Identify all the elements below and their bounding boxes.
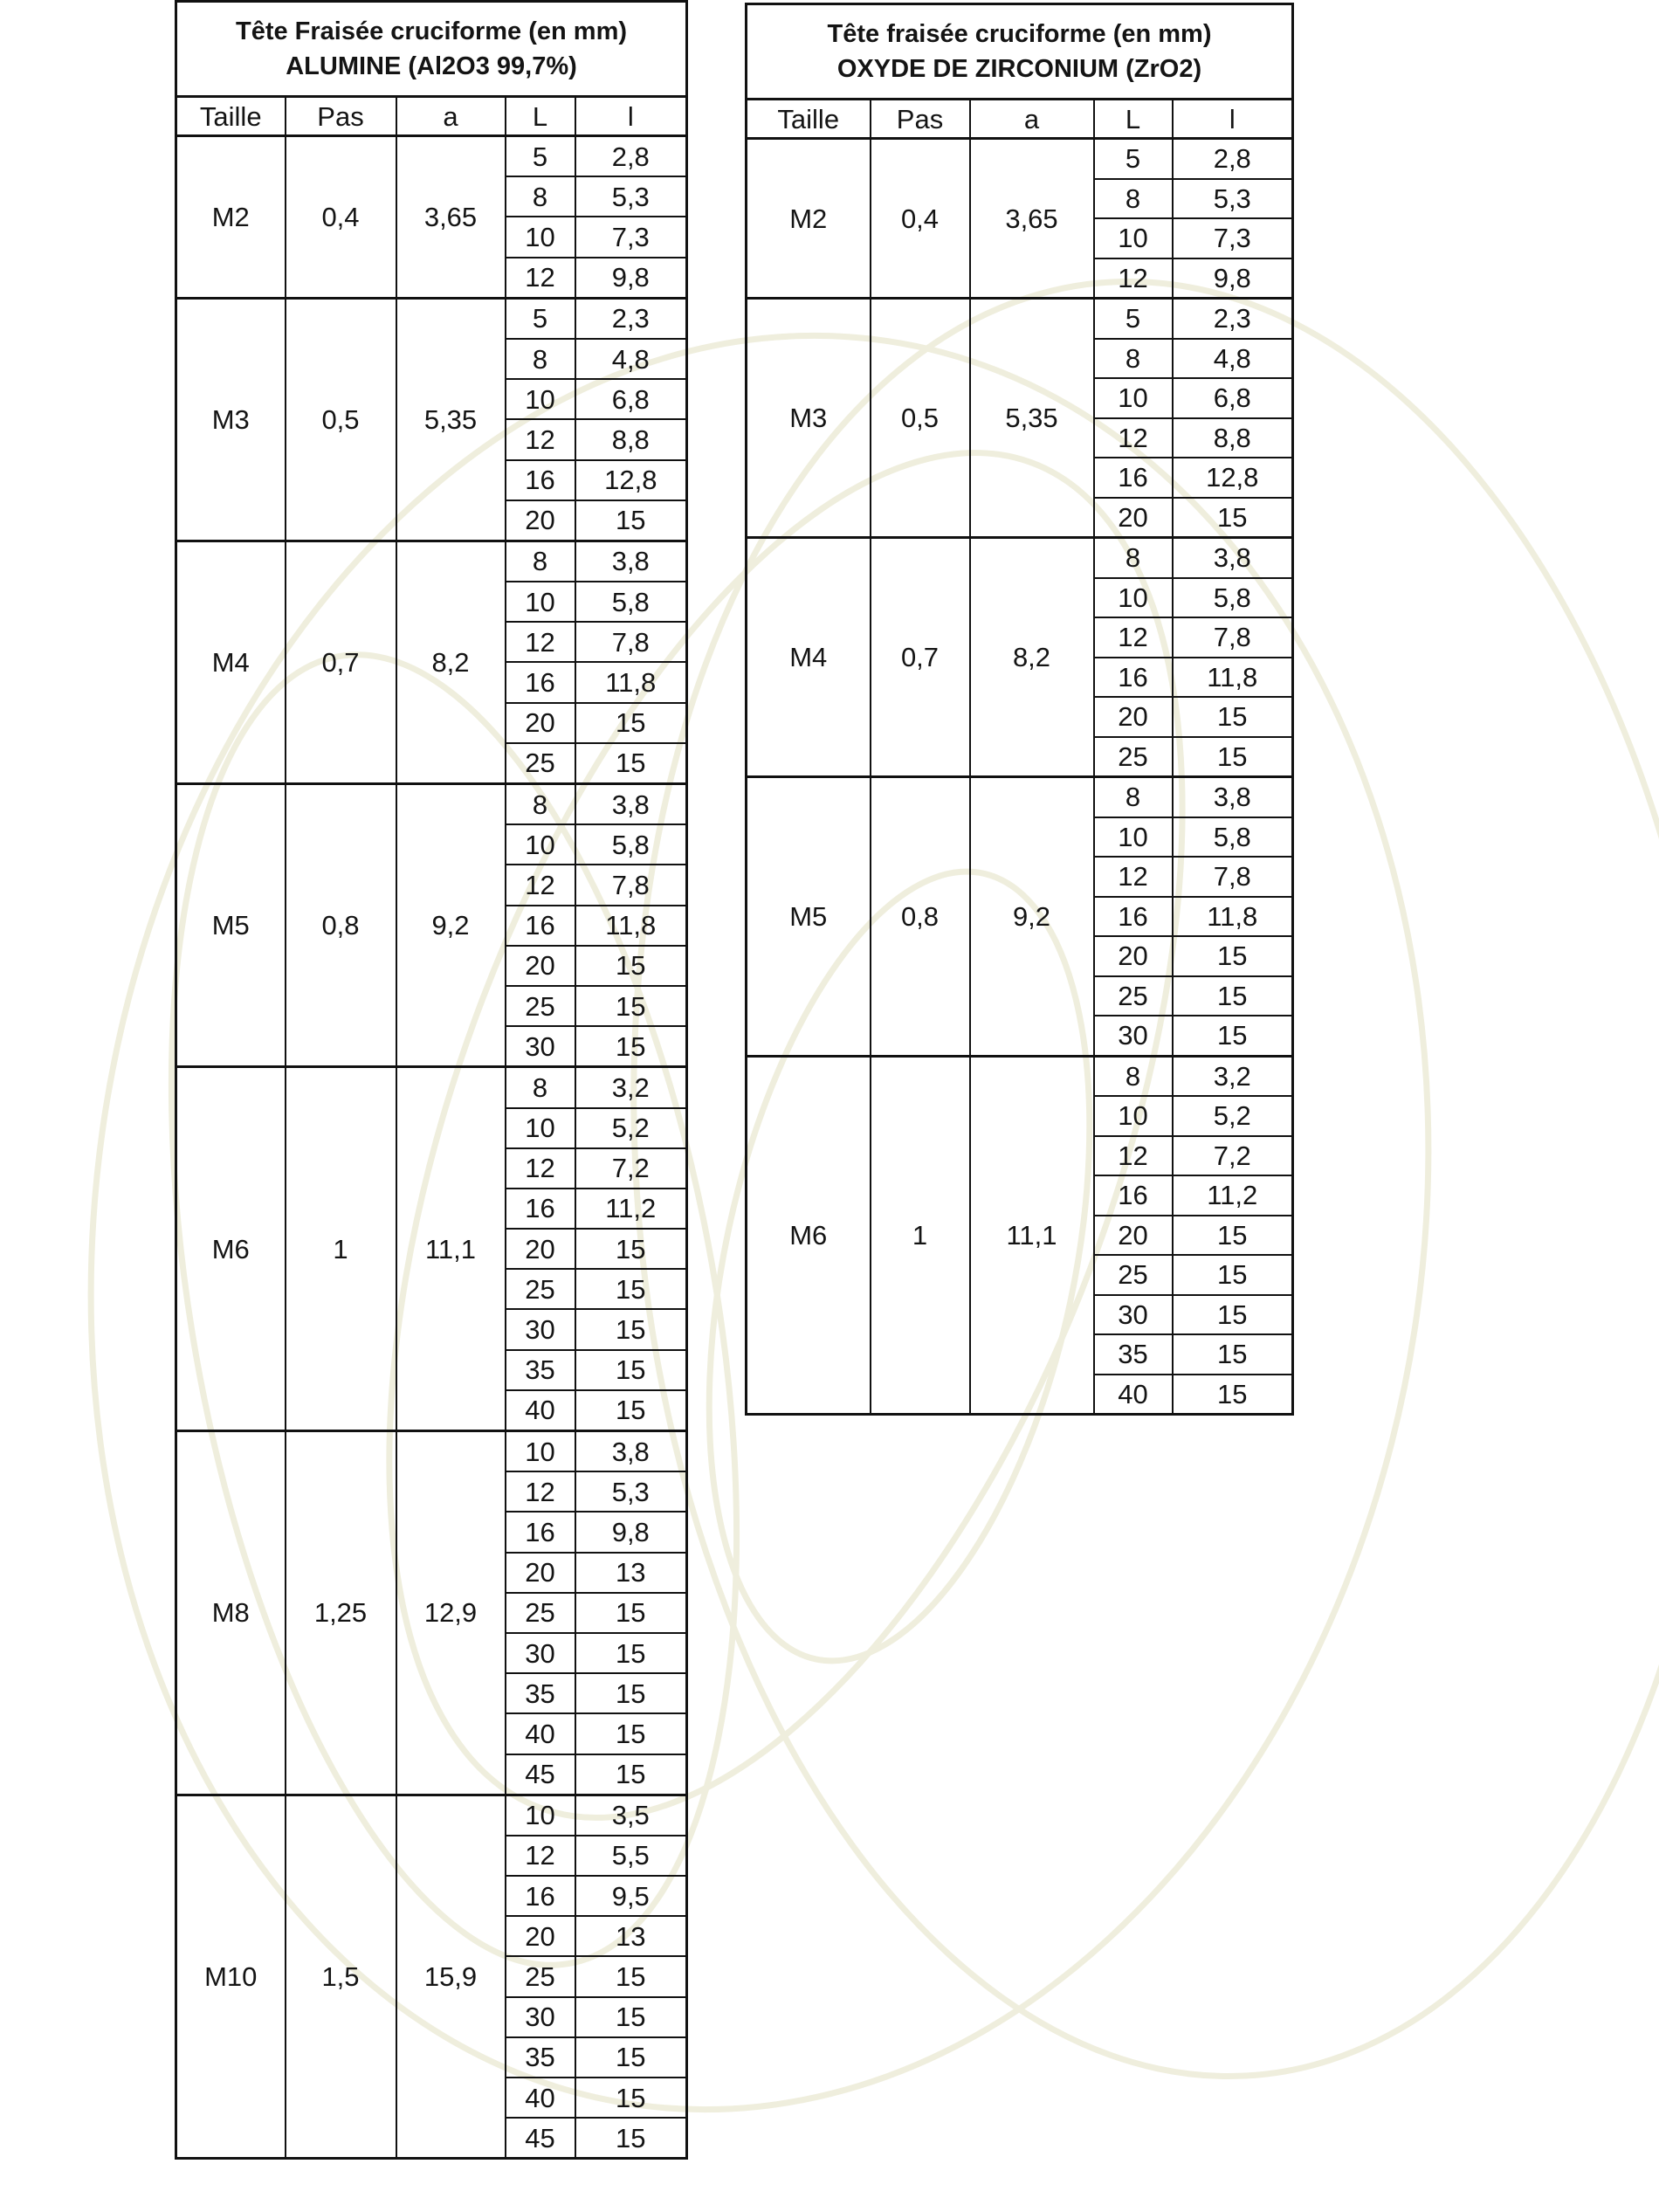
size-group-m10 — [176, 1795, 687, 2159]
size-group-m5 — [176, 784, 687, 1067]
size-group-m2 — [747, 139, 1293, 299]
size-group-m6 — [176, 1067, 687, 1431]
thread-length-cell: 7,2 — [1173, 1136, 1293, 1176]
length-cell: 12 — [506, 1836, 575, 1876]
length-cell: 40 — [506, 2078, 575, 2118]
length-cell: 16 — [1094, 897, 1173, 937]
length-cell: 16 — [506, 1876, 575, 1916]
length-cell: 8 — [1094, 538, 1173, 578]
length-cell: 10 — [506, 1108, 575, 1148]
length-cell: 20 — [506, 703, 575, 743]
length-cell: 12 — [1094, 258, 1173, 299]
size-cell: M4 — [747, 538, 871, 777]
length-cell: 16 — [506, 1512, 575, 1552]
thread-length-cell: 5,2 — [1173, 1096, 1293, 1136]
head-diameter-cell: 3,65 — [396, 136, 506, 299]
length-cell: 35 — [1094, 1334, 1173, 1375]
thread-length-cell: 5,8 — [1173, 578, 1293, 618]
length-cell: 12 — [1094, 1136, 1173, 1176]
head-diameter-cell: 11,1 — [970, 1056, 1094, 1415]
length-cell: 30 — [1094, 1295, 1173, 1335]
length-cell: 10 — [1094, 218, 1173, 258]
pitch-cell: 0,7 — [286, 541, 396, 783]
thread-length-cell: 15 — [1173, 936, 1293, 976]
size-group-m4 — [747, 538, 1293, 777]
size-group-m4 — [176, 541, 687, 783]
length-cell: 5 — [506, 136, 575, 177]
thread-length-cell: 15 — [575, 500, 687, 541]
thread-length-cell: 15 — [1173, 1255, 1293, 1295]
length-cell: 8 — [1094, 179, 1173, 219]
head-diameter-cell: 9,2 — [970, 777, 1094, 1057]
head-diameter-cell: 3,65 — [970, 139, 1094, 299]
thread-length-cell: 8,8 — [1173, 418, 1293, 458]
length-cell: 16 — [506, 460, 575, 500]
length-cell: 10 — [506, 217, 575, 257]
length-cell: 30 — [506, 1997, 575, 2037]
length-cell: 12 — [1094, 617, 1173, 658]
length-cell: 25 — [506, 986, 575, 1026]
thread-length-cell: 11,8 — [1173, 897, 1293, 937]
thread-length-cell: 7,8 — [575, 865, 687, 905]
size-group-m3 — [747, 299, 1293, 538]
thread-length-cell: 15 — [1173, 1375, 1293, 1415]
thread-length-cell: 4,8 — [575, 339, 687, 379]
length-cell: 25 — [506, 1956, 575, 1996]
size-group-m5 — [747, 777, 1293, 1057]
thread-length-cell: 5,3 — [575, 176, 687, 217]
thread-length-cell: 15 — [575, 1390, 687, 1431]
size-group-m2 — [176, 136, 687, 299]
size-cell: M4 — [176, 541, 286, 783]
head-diameter-cell: 5,35 — [970, 299, 1094, 538]
length-cell: 25 — [506, 743, 575, 784]
length-cell: 10 — [506, 379, 575, 419]
thread-length-cell: 15 — [575, 1350, 687, 1390]
thread-length-cell: 3,2 — [575, 1067, 687, 1108]
thread-length-cell: 9,5 — [575, 1876, 687, 1916]
length-cell: 10 — [1094, 817, 1173, 858]
table-row — [747, 139, 1293, 179]
length-cell: 12 — [1094, 418, 1173, 458]
table-row — [176, 1795, 687, 1836]
thread-length-cell: 5,8 — [575, 582, 687, 622]
table-row — [747, 299, 1293, 339]
length-cell: 10 — [1094, 1096, 1173, 1136]
thread-length-cell: 2,8 — [575, 136, 687, 177]
length-cell: 16 — [1094, 658, 1173, 698]
table-zircone — [745, 3, 1294, 1416]
thread-length-cell: 5,8 — [1173, 817, 1293, 858]
pitch-cell: 0,4 — [286, 136, 396, 299]
table-row — [176, 1067, 687, 1108]
head-diameter-cell: 15,9 — [396, 1795, 506, 2159]
thread-length-cell: 7,8 — [575, 622, 687, 662]
table-title-line1: Tête fraisée cruciforme (en mm) — [827, 20, 1212, 48]
thread-length-cell: 15 — [575, 1713, 687, 1754]
header-taille: Taille — [747, 100, 871, 139]
thread-length-cell: 2,8 — [1173, 139, 1293, 179]
size-group-m8 — [176, 1431, 687, 1795]
thread-length-cell: 15 — [575, 703, 687, 743]
length-cell: 8 — [506, 541, 575, 582]
thread-length-cell: 5,5 — [575, 1836, 687, 1876]
length-cell: 8 — [506, 784, 575, 825]
thread-length-cell: 15 — [575, 1593, 687, 1633]
thread-length-cell: 11,2 — [575, 1189, 687, 1229]
thread-length-cell: 15 — [1173, 1334, 1293, 1375]
thread-length-cell: 13 — [575, 1553, 687, 1593]
thread-length-cell: 15 — [1173, 737, 1293, 777]
table-title-line2: ALUMINE (Al2O3 99,7%) — [286, 52, 577, 80]
header-a: a — [970, 100, 1094, 139]
thread-length-cell: 15 — [575, 1997, 687, 2037]
thread-length-cell: 3,8 — [575, 784, 687, 825]
length-cell: 30 — [506, 1026, 575, 1067]
thread-length-cell: 7,3 — [575, 217, 687, 257]
length-cell: 5 — [1094, 299, 1173, 339]
pitch-cell: 0,8 — [286, 784, 396, 1067]
table-row — [176, 784, 687, 825]
thread-length-cell: 12,8 — [1173, 458, 1293, 498]
pitch-cell: 0,5 — [286, 298, 396, 541]
size-cell: M5 — [176, 784, 286, 1067]
length-cell: 20 — [1094, 1216, 1173, 1256]
size-cell: M10 — [176, 1795, 286, 2159]
size-cell: M5 — [747, 777, 871, 1057]
length-cell: 45 — [506, 1754, 575, 1795]
thread-length-cell: 15 — [575, 986, 687, 1026]
table-title-line2: OXYDE DE ZIRCONIUM (ZrO2) — [836, 55, 1202, 83]
pitch-cell: 0,7 — [871, 538, 970, 777]
pitch-cell: 0,8 — [871, 777, 970, 1057]
length-cell: 16 — [506, 662, 575, 702]
size-cell: M3 — [747, 299, 871, 538]
thread-length-cell: 3,5 — [575, 1795, 687, 1836]
table-row — [747, 777, 1293, 817]
header-l: l — [1173, 100, 1293, 139]
header-a: a — [396, 97, 506, 136]
thread-length-cell: 9,8 — [575, 1512, 687, 1552]
header-L: L — [1094, 100, 1173, 139]
size-cell: M3 — [176, 298, 286, 541]
thread-length-cell: 8,8 — [575, 419, 687, 459]
size-group-m3 — [176, 298, 687, 541]
head-diameter-cell: 8,2 — [396, 541, 506, 783]
length-cell: 35 — [506, 2037, 575, 2078]
length-cell: 20 — [506, 1553, 575, 1593]
size-cell: M2 — [747, 139, 871, 299]
head-diameter-cell: 8,2 — [970, 538, 1094, 777]
length-cell: 35 — [506, 1673, 575, 1713]
header-taille: Taille — [176, 97, 286, 136]
length-cell: 40 — [1094, 1375, 1173, 1415]
length-cell: 16 — [1094, 1175, 1173, 1216]
thread-length-cell: 15 — [575, 1673, 687, 1713]
thread-length-cell: 11,8 — [1173, 658, 1293, 698]
header-pas: Pas — [286, 97, 396, 136]
thread-length-cell: 7,8 — [1173, 617, 1293, 658]
length-cell: 16 — [506, 1189, 575, 1229]
size-group-m6 — [747, 1056, 1293, 1415]
length-cell: 20 — [506, 1229, 575, 1269]
thread-length-cell: 15 — [575, 1754, 687, 1795]
thread-length-cell: 15 — [575, 2118, 687, 2159]
length-cell: 25 — [1094, 737, 1173, 777]
thread-length-cell: 7,3 — [1173, 218, 1293, 258]
size-cell: M6 — [176, 1067, 286, 1431]
thread-length-cell: 5,2 — [575, 1108, 687, 1148]
length-cell: 10 — [506, 582, 575, 622]
table-row — [176, 136, 687, 177]
length-cell: 25 — [506, 1269, 575, 1309]
size-cell: M2 — [176, 136, 286, 299]
head-diameter-cell: 12,9 — [396, 1431, 506, 1795]
pitch-cell: 1,5 — [286, 1795, 396, 2159]
table-row — [176, 541, 687, 582]
head-diameter-cell: 9,2 — [396, 784, 506, 1067]
table-row — [747, 538, 1293, 578]
thread-length-cell: 15 — [1173, 1016, 1293, 1056]
thread-length-cell: 15 — [575, 2078, 687, 2118]
thread-length-cell: 3,2 — [1173, 1056, 1293, 1096]
table-title — [176, 2, 687, 97]
length-cell: 40 — [506, 1390, 575, 1431]
thread-length-cell: 9,8 — [1173, 258, 1293, 299]
length-cell: 12 — [506, 258, 575, 299]
pitch-cell: 1,25 — [286, 1431, 396, 1795]
length-cell: 12 — [1094, 857, 1173, 897]
table-alumine — [175, 0, 688, 2160]
length-cell: 12 — [506, 1148, 575, 1189]
thread-length-cell: 15 — [575, 946, 687, 986]
length-cell: 12 — [506, 419, 575, 459]
length-cell: 12 — [506, 865, 575, 905]
length-cell: 20 — [1094, 498, 1173, 538]
thread-length-cell: 9,8 — [575, 258, 687, 299]
pitch-cell: 0,4 — [871, 139, 970, 299]
length-cell: 20 — [506, 1916, 575, 1956]
length-cell: 20 — [1094, 936, 1173, 976]
thread-length-cell: 3,8 — [575, 541, 687, 582]
thread-length-cell: 6,8 — [1173, 378, 1293, 418]
length-cell: 30 — [1094, 1016, 1173, 1056]
table-title-line1: Tête Fraisée cruciforme (en mm) — [235, 17, 628, 45]
thread-length-cell: 3,8 — [575, 1431, 687, 1472]
header-l: l — [575, 97, 687, 136]
length-cell: 40 — [506, 1713, 575, 1754]
thread-length-cell: 13 — [575, 1916, 687, 1956]
length-cell: 20 — [1094, 697, 1173, 737]
length-cell: 12 — [506, 622, 575, 662]
thread-length-cell: 5,3 — [575, 1471, 687, 1512]
length-cell: 8 — [1094, 1056, 1173, 1096]
thread-length-cell: 15 — [1173, 1295, 1293, 1335]
length-cell: 25 — [1094, 976, 1173, 1016]
length-cell: 5 — [506, 298, 575, 339]
length-cell: 25 — [506, 1593, 575, 1633]
length-cell: 5 — [1094, 139, 1173, 179]
length-cell: 8 — [506, 339, 575, 379]
head-diameter-cell: 5,35 — [396, 298, 506, 541]
thread-length-cell: 11,8 — [575, 906, 687, 946]
thread-length-cell: 15 — [1173, 976, 1293, 1016]
table-row — [747, 1056, 1293, 1096]
thread-length-cell: 12,8 — [575, 460, 687, 500]
length-cell: 30 — [506, 1633, 575, 1673]
length-cell: 10 — [506, 1431, 575, 1472]
thread-length-cell: 15 — [575, 1309, 687, 1349]
thread-length-cell: 3,8 — [1173, 538, 1293, 578]
length-cell: 8 — [1094, 777, 1173, 817]
thread-length-cell: 15 — [1173, 1216, 1293, 1256]
length-cell: 45 — [506, 2118, 575, 2159]
length-cell: 8 — [506, 1067, 575, 1108]
table-row — [176, 298, 687, 339]
length-cell: 16 — [1094, 458, 1173, 498]
length-cell: 20 — [506, 946, 575, 986]
thread-length-cell: 11,8 — [575, 662, 687, 702]
thread-length-cell: 15 — [575, 1633, 687, 1673]
thread-length-cell: 15 — [575, 1956, 687, 1996]
size-cell: M8 — [176, 1431, 286, 1795]
pitch-cell: 0,5 — [871, 299, 970, 538]
thread-length-cell: 15 — [575, 1026, 687, 1067]
thread-length-cell: 5,3 — [1173, 179, 1293, 219]
table-title — [747, 4, 1293, 100]
length-cell: 8 — [1094, 339, 1173, 379]
table-row — [176, 1431, 687, 1472]
thread-length-cell: 15 — [575, 1269, 687, 1309]
thread-length-cell: 15 — [575, 743, 687, 784]
length-cell: 8 — [506, 176, 575, 217]
thread-length-cell: 7,2 — [575, 1148, 687, 1189]
length-cell: 20 — [506, 500, 575, 541]
length-cell: 10 — [506, 824, 575, 865]
thread-length-cell: 3,8 — [1173, 777, 1293, 817]
thread-length-cell: 11,2 — [1173, 1175, 1293, 1216]
length-cell: 10 — [1094, 578, 1173, 618]
thread-length-cell: 15 — [575, 2037, 687, 2078]
length-cell: 10 — [1094, 378, 1173, 418]
thread-length-cell: 4,8 — [1173, 339, 1293, 379]
thread-length-cell: 2,3 — [575, 298, 687, 339]
length-cell: 12 — [506, 1471, 575, 1512]
length-cell: 10 — [506, 1795, 575, 1836]
thread-length-cell: 2,3 — [1173, 299, 1293, 339]
head-diameter-cell: 11,1 — [396, 1067, 506, 1431]
length-cell: 16 — [506, 906, 575, 946]
header-L: L — [506, 97, 575, 136]
thread-length-cell: 5,8 — [575, 824, 687, 865]
thread-length-cell: 15 — [1173, 697, 1293, 737]
thread-length-cell: 7,8 — [1173, 857, 1293, 897]
thread-length-cell: 6,8 — [575, 379, 687, 419]
size-cell: M6 — [747, 1056, 871, 1415]
thread-length-cell: 15 — [1173, 498, 1293, 538]
pitch-cell: 1 — [286, 1067, 396, 1431]
thread-length-cell: 15 — [575, 1229, 687, 1269]
pitch-cell: 1 — [871, 1056, 970, 1415]
length-cell: 35 — [506, 1350, 575, 1390]
length-cell: 25 — [1094, 1255, 1173, 1295]
length-cell: 30 — [506, 1309, 575, 1349]
header-pas: Pas — [871, 100, 970, 139]
